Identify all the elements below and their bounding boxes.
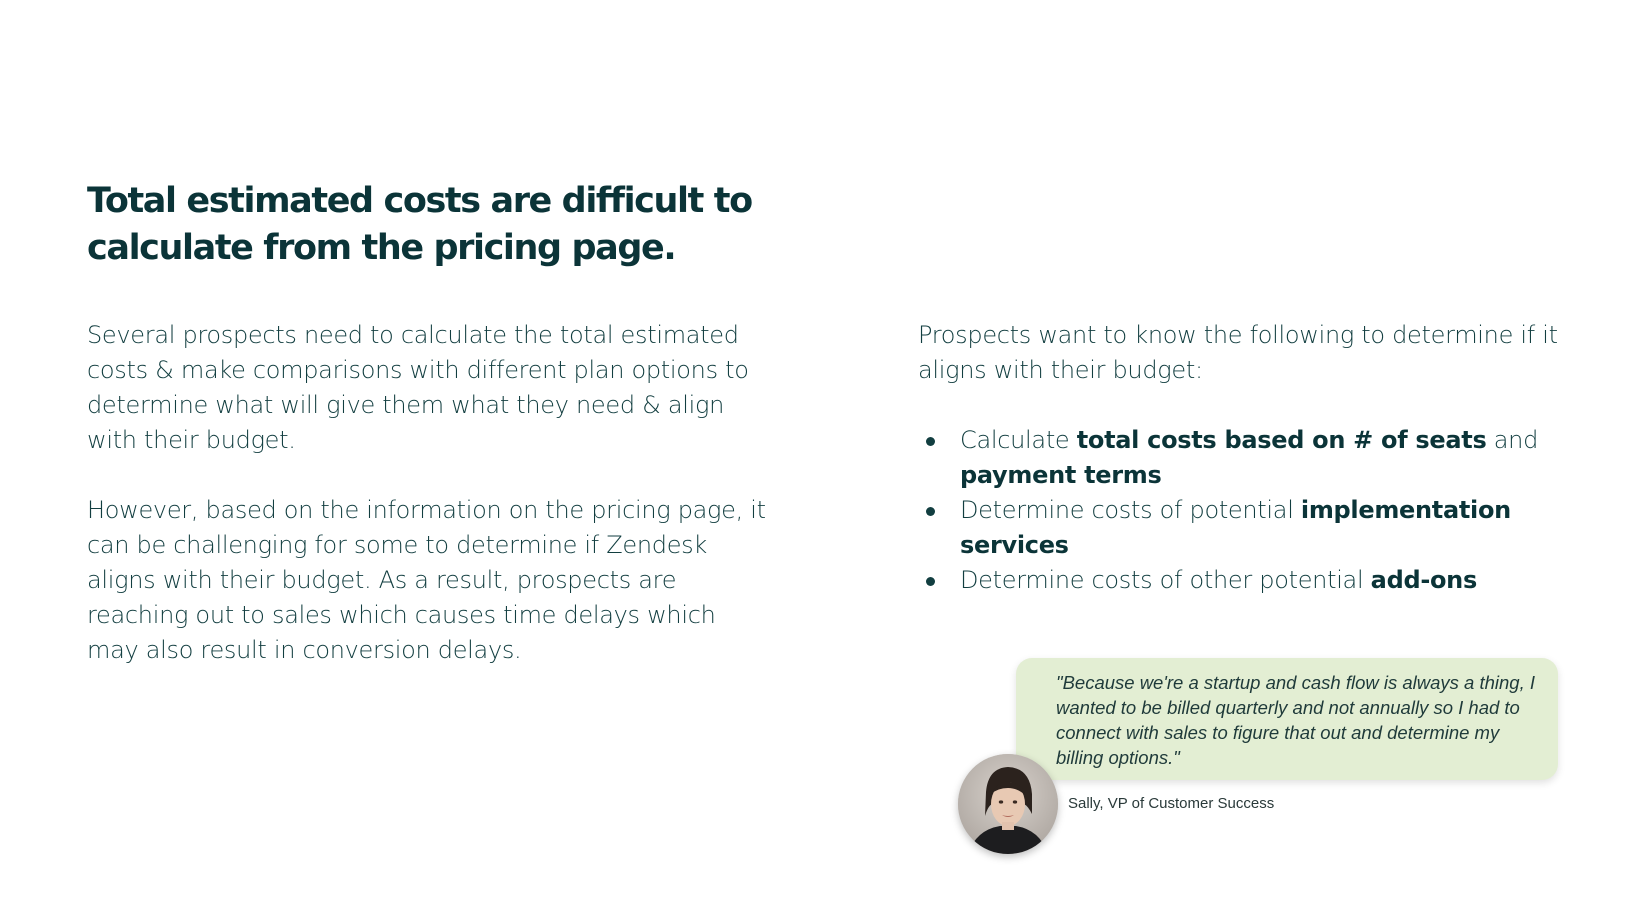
bullet-emphasis: add-ons: [1370, 566, 1477, 594]
testimonial-quote: "Because we're a startup and cash flow is always a thing, I wanted to be billed quarterly and not annually so I had to connect with sales to figure that out and determine my billing options.": [1056, 672, 1536, 768]
testimonial-bubble: [1016, 658, 1558, 780]
slide-title: Total estimated costs are difficult to calculate from the pricing page.: [87, 181, 752, 268]
bullet-text: Determine costs of potential: [960, 496, 1301, 524]
bullet-emphasis: implementation services: [960, 496, 1511, 559]
list-item: [918, 423, 1568, 493]
list-item: [918, 493, 1568, 563]
right-column: [918, 318, 1568, 598]
needs-list: [918, 423, 1568, 598]
bullet-text: Calculate: [960, 426, 1077, 454]
avatar: [958, 754, 1058, 854]
right-intro: Prospects want to know the following to determine if it aligns with their budget:: [918, 321, 1558, 384]
person-photo-icon: [958, 754, 1058, 854]
bullet-icon: [926, 577, 935, 586]
bullet-icon: [926, 507, 935, 516]
bullet-text: Determine costs of other potential: [960, 566, 1371, 594]
bullet-emphasis: total costs based on # of seats: [1076, 426, 1487, 454]
left-paragraph-1: Several prospects need to calculate the total estimated costs & make comparisons with different plan options to determine what will give them what they need & align with their budget.: [87, 321, 749, 454]
bullet-text: and: [1486, 426, 1539, 454]
left-paragraph-2: However, based on the information on the pricing page, it can be challenging for some to determine if Zendesk aligns with their budget. As a result, prospects are reaching out to sales which causes time delays which may also result in conversion delays.: [87, 496, 766, 664]
bullet-emphasis: payment terms: [960, 461, 1162, 489]
bullet-icon: [926, 437, 935, 446]
testimonial-author: Sally, VP of Customer Success: [1068, 795, 1275, 812]
list-item: [918, 563, 1568, 598]
left-column: [87, 318, 767, 668]
